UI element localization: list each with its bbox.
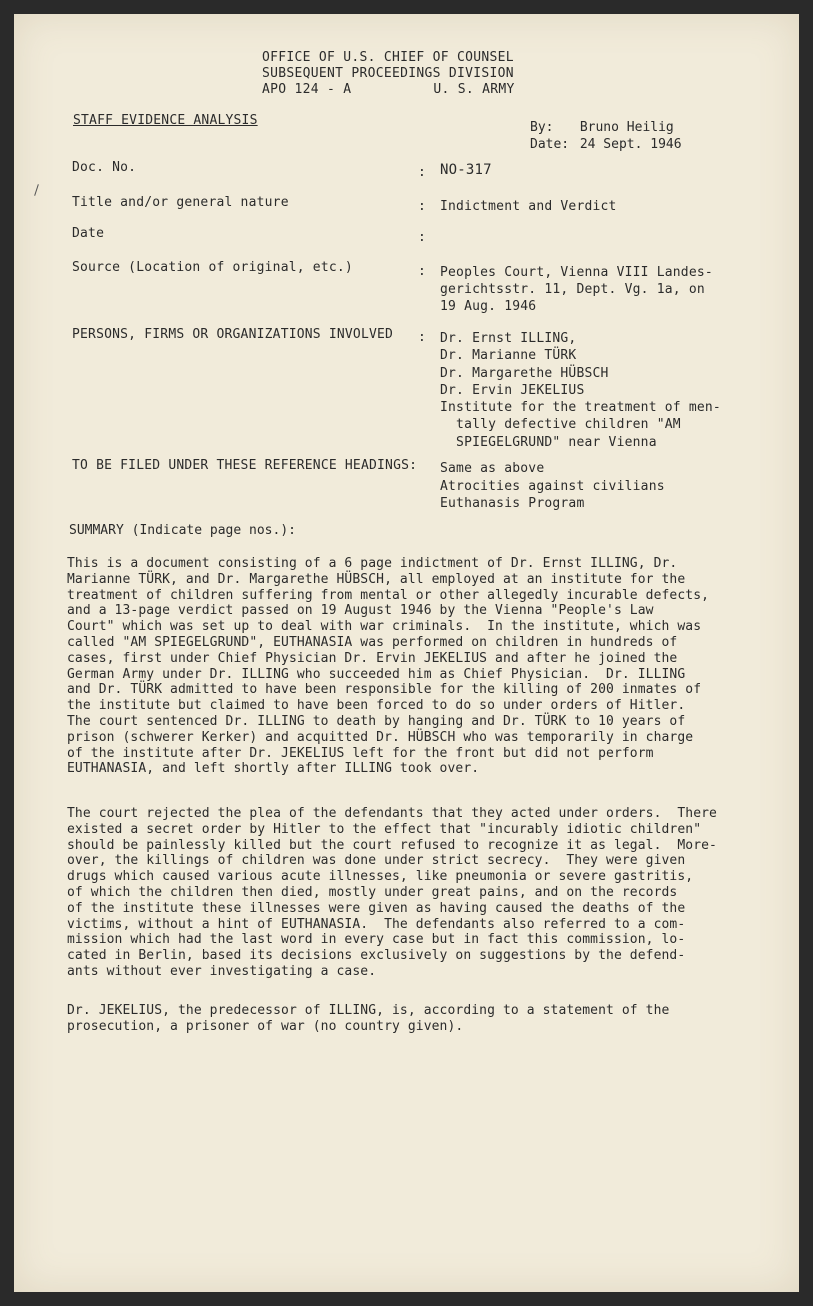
title-nature-label: Title and/or general nature xyxy=(72,195,289,210)
text-line: should be painlessly killed but the court refused to recognize it as legal. More- xyxy=(67,837,717,853)
person-line: Institute for the treatment of men- xyxy=(440,400,721,416)
text-line: prosecution, a prisoner of war (no country given). xyxy=(67,1018,464,1034)
text-line: drugs which caused various acute illnesses, like pneumonia or severe gastritis, xyxy=(67,869,694,885)
date-field-label: Date xyxy=(72,226,105,241)
text-line: over, the killings of children was done under strict secrecy. They were given xyxy=(67,853,686,869)
by-label: By: xyxy=(530,120,554,135)
reference-line: Same as above xyxy=(440,461,545,476)
colon: : xyxy=(418,165,426,180)
text-line: mission which had the last word in every case but in fact this commission, lo- xyxy=(67,932,686,948)
person-line: SPIEGELGRUND" near Vienna xyxy=(440,434,657,450)
summary-paragraph-1 xyxy=(67,556,755,777)
date-value: 24 Sept. 1946 xyxy=(579,137,682,152)
document-title: STAFF EVIDENCE ANALYSIS xyxy=(73,113,258,128)
text-line: Court" which was set up to deal with war criminals. In the institute, which was xyxy=(67,619,702,635)
reference-value xyxy=(440,460,665,513)
source-line: gerichtsstr. 11, Dept. Vg. 1a, on xyxy=(440,282,705,297)
header-line-2: SUBSEQUENT PROCEEDINGS DIVISION xyxy=(262,66,514,81)
text-line: Dr. JEKELIUS, the predecessor of ILLING, is, according to a statement of the xyxy=(67,1003,670,1018)
byline xyxy=(530,119,682,153)
text-line: ants without ever investigating a case. xyxy=(67,963,377,979)
persons-value xyxy=(440,330,721,451)
text-line: and Dr. TÜRK admitted to have been responsible for the killing of 200 inmates of xyxy=(67,682,702,698)
summary-paragraph-3 xyxy=(67,1003,755,1035)
text-line: the institute but claimed to have been forced to do so under orders of Hitler. xyxy=(67,698,686,714)
text-line: Marianne TÜRK, and Dr. Margarethe HÜBSCH, all employed at an institute for the xyxy=(67,571,686,587)
text-line: treatment of children suffering from mental or other allegedly incurable defects, xyxy=(67,587,710,603)
reference-label: TO BE FILED UNDER THESE REFERENCE HEADINGS: xyxy=(72,458,418,473)
text-line: of which the children then died, mostly under great pains, and on the records xyxy=(67,884,678,900)
source-line: 19 Aug. 1946 xyxy=(440,299,537,314)
text-line: and a 13-page verdict passed on 19 August 1946 by the Vienna "People's Law xyxy=(67,603,654,619)
doc-no-label: Doc. No. xyxy=(72,160,137,175)
title-nature-value: Indictment and Verdict xyxy=(440,199,617,214)
source-value xyxy=(440,264,713,315)
text-line: The court sentenced Dr. ILLING to death by hanging and Dr. TÜRK to 10 years of xyxy=(67,713,686,729)
header-line-3 xyxy=(262,82,515,98)
text-line: of the institute after Dr. JEKELIUS left for the front but did not perform xyxy=(67,745,654,761)
person-line: Dr. Margarethe HÜBSCH xyxy=(440,365,609,381)
person-line: Dr. Marianne TÜRK xyxy=(440,348,577,364)
summary-paragraph-2 xyxy=(67,806,755,980)
reference-line: Euthanasis Program xyxy=(440,496,585,511)
byline-author xyxy=(530,119,682,136)
document-page xyxy=(14,14,799,1292)
summary-heading: SUMMARY (Indicate page nos.): xyxy=(69,523,296,538)
date-label: Date: xyxy=(530,137,570,152)
doc-no-value: NO-317 xyxy=(440,162,492,178)
header-line-1: OFFICE OF U.S. CHIEF OF COUNSEL xyxy=(262,50,514,65)
text-line: called "AM SPIEGELGRUND", EUTHANASIA was performed on children in hundreds of xyxy=(67,634,678,650)
source-line: Peoples Court, Vienna VIII Landes- xyxy=(440,265,713,280)
office-header xyxy=(262,50,515,98)
text-line: existed a secret order by Hitler to the effect that "incurably idiotic children" xyxy=(67,821,702,837)
pencil-mark xyxy=(34,184,39,196)
byline-date xyxy=(530,136,682,153)
header-army: U. S. ARMY xyxy=(433,82,515,97)
persons-label: PERSONS, FIRMS OR ORGANIZATIONS INVOLVED xyxy=(72,327,394,342)
text-line: This is a document consisting of a 6 page indictment of Dr. Ernst ILLING, Dr. xyxy=(67,556,678,571)
colon: : xyxy=(418,199,426,214)
person-line: Dr. Ernst ILLING, xyxy=(440,331,577,346)
text-line: German Army under Dr. ILLING who succeeded him as Chief Physician. Dr. ILLING xyxy=(67,666,686,682)
text-line: victims, without a hint of EUTHANASIA. The defendants also referred to a com- xyxy=(67,916,686,932)
header-apo: APO 124 - A xyxy=(262,82,352,97)
by-value: Bruno Heilig xyxy=(579,120,674,135)
reference-line: Atrocities against civilians xyxy=(440,478,665,494)
text-line: cases, first under Chief Physician Dr. Ervin JEKELIUS and after he joined the xyxy=(67,650,678,666)
colon: : xyxy=(418,330,426,345)
text-line: of the institute these illnesses were given as having caused the deaths of the xyxy=(67,900,686,916)
text-line: EUTHANASIA, and left shortly after ILLING took over. xyxy=(67,761,480,777)
text-line: prison (schwerer Kerker) and acquitted Dr. HÜBSCH who was temporarily in charge xyxy=(67,729,694,745)
person-line: Dr. Ervin JEKELIUS xyxy=(440,382,585,398)
text-line: cated in Berlin, based its decisions exclusively on suggestions by the defend- xyxy=(67,948,686,964)
source-label: Source (Location of original, etc.) xyxy=(72,260,353,275)
text-line: The court rejected the plea of the defendants that they acted under orders. There xyxy=(67,806,717,821)
colon: : xyxy=(418,230,426,245)
person-line: tally defective children "AM xyxy=(440,417,681,433)
colon: : xyxy=(418,264,426,279)
